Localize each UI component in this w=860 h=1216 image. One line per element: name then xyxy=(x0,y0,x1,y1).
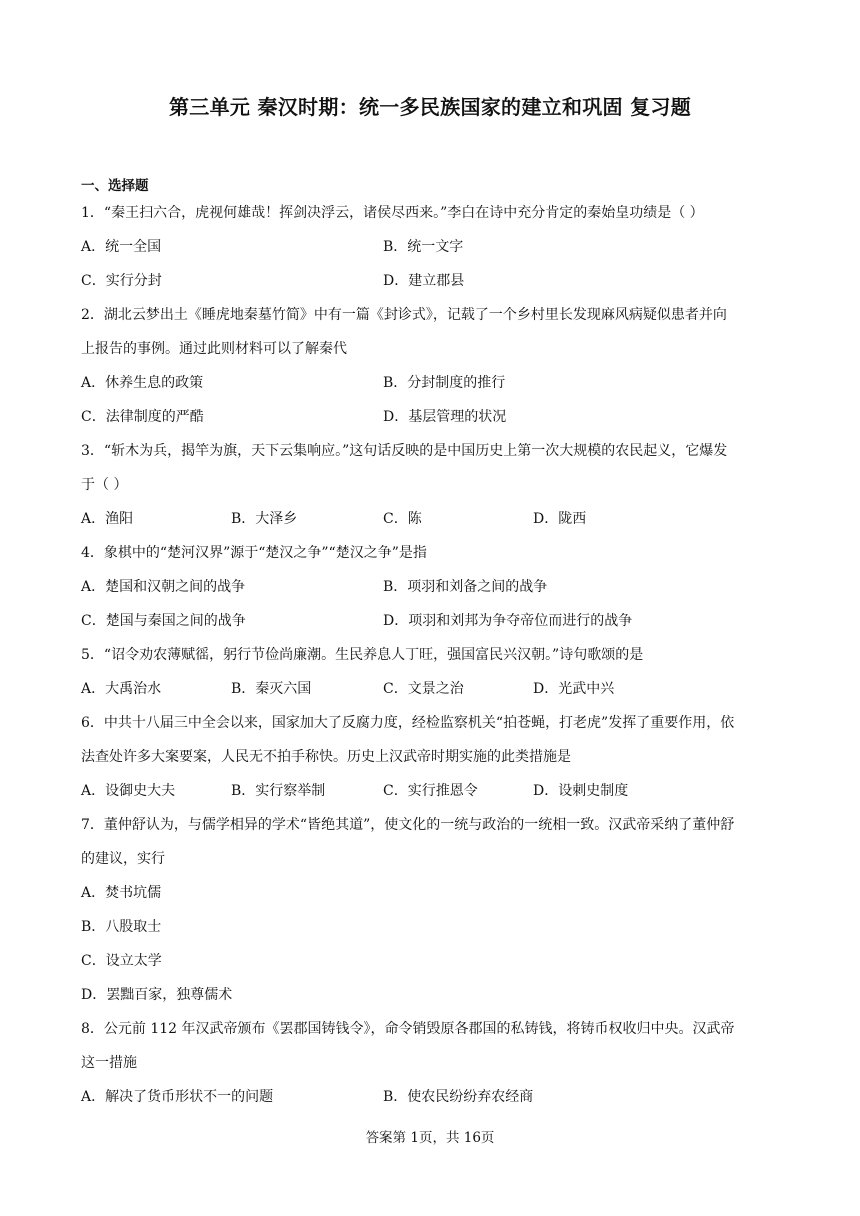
question-6-options xyxy=(81,774,781,808)
option-d: D．基层管理的状况 xyxy=(383,409,507,425)
question-2-options xyxy=(81,366,781,400)
question-2-text-cont: 上报告的事例。通过此则材料可以了解秦代 xyxy=(81,341,347,357)
question-2-text: 2．湖北云梦出土《睡虎地秦墓竹简》中有一篇《封诊式》，记载了一个乡村里长发现麻风病疑似患者并向 xyxy=(81,307,727,323)
option-b: B．大泽乡 xyxy=(231,511,298,527)
question-3-text-cont: 于（ ） xyxy=(81,477,128,493)
section-heading: 一、选择题 xyxy=(81,178,149,194)
question-8-text: 8．公元前 112 年汉武帝颁布《罢郡国铸钱令》，命令销毁原各郡国的私铸钱，将铸币权收归中央。汉武帝 xyxy=(81,1021,735,1037)
question-3-text: 3．“斩木为兵，揭竿为旗，天下云集响应。”这句话反映的是中国历史上第一次大规模的农民起义，它爆发 xyxy=(81,443,728,459)
option-c: C．文景之治 xyxy=(383,681,464,697)
option-c: C．楚国与秦国之间的战争 xyxy=(81,613,246,629)
question-1-text: 1．“秦王扫六合，虎视何雄哉！挥剑决浮云，诸侯尽西来。”李白在诗中充分肯定的秦始皇功绩是（ ） xyxy=(81,205,704,221)
question-8-text-cont: 这一措施 xyxy=(81,1055,137,1071)
question-list xyxy=(81,196,781,1114)
question-5-options xyxy=(81,672,781,706)
option-a: A．休养生息的政策 xyxy=(81,375,204,391)
option-b: B．统一文字 xyxy=(383,239,464,255)
question-7-text-cont: 的建议，实行 xyxy=(81,851,165,867)
question-1-options xyxy=(81,230,781,264)
option-d: D．罢黜百家，独尊儒术 xyxy=(81,987,233,1003)
option-a: A．楚国和汉朝之间的战争 xyxy=(81,579,246,595)
question-4-options-row2 xyxy=(81,604,781,638)
option-d: D．陇西 xyxy=(533,511,587,527)
question-1-options-row2 xyxy=(81,264,781,298)
option-d: D．光武中兴 xyxy=(533,681,615,697)
option-d: D．设刺史制度 xyxy=(533,783,629,799)
question-4-options xyxy=(81,570,781,604)
question-7-text: 7．董仲舒认为，与儒学相异的学术“皆绝其道”，使文化的一统与政治的一统相一致。汉武帝采纳了董仲舒 xyxy=(81,817,735,833)
question-5-text: 5．“诏令劝农薄赋徭，躬行节俭尚廉潮。生民养息人丁旺，强国富民兴汉朝。”诗句歌颂的是 xyxy=(81,647,644,663)
option-a: A．焚书坑儒 xyxy=(81,885,162,901)
option-c: C．法律制度的严酷 xyxy=(81,409,204,425)
question-2-options-row2 xyxy=(81,400,781,434)
option-c: C．设立太学 xyxy=(81,953,162,969)
option-a: A．解决了货币形状不一的问题 xyxy=(81,1089,274,1105)
question-4-text: 4．象棋中的“楚河汉界”源于“楚汉之争”“楚汉之争”是指 xyxy=(81,545,427,561)
option-a: A．大禹治水 xyxy=(81,681,162,697)
option-a: A．统一全国 xyxy=(81,239,162,255)
option-b: B．分封制度的推行 xyxy=(383,375,506,391)
option-d: D．建立郡县 xyxy=(383,273,465,289)
option-d: D．项羽和刘邦为争夺帝位而进行的战争 xyxy=(383,613,633,629)
option-c: C．陈 xyxy=(383,511,422,527)
question-8-options xyxy=(81,1080,781,1114)
option-b: B．秦灭六国 xyxy=(231,681,312,697)
option-b: B．八股取士 xyxy=(81,919,162,935)
page-footer: 答案第 1页，共 16页 xyxy=(365,1130,495,1146)
question-6-text: 6．中共十八届三中全会以来，国家加大了反腐力度，经检监察机关“拍苍蝇，打老虎”发挥了重要作用，依 xyxy=(81,715,735,731)
option-b: B．实行察举制 xyxy=(231,783,326,799)
option-a: A．设御史大夫 xyxy=(81,783,176,799)
option-c: C．实行分封 xyxy=(81,273,162,289)
option-a: A．渔阳 xyxy=(81,511,134,527)
page-title: 第三单元 秦汉时期：统一多民族国家的建立和巩固 复习题 xyxy=(168,95,692,119)
question-6-text-cont: 法查处许多大案要案，人民无不拍手称快。历史上汉武帝时期实施的此类措施是 xyxy=(81,749,571,765)
option-b: B．项羽和刘备之间的战争 xyxy=(383,579,548,595)
option-b: B．使农民纷纷弃农经商 xyxy=(383,1089,534,1105)
question-3-options xyxy=(81,502,781,536)
option-c: C．实行推恩令 xyxy=(383,783,478,799)
